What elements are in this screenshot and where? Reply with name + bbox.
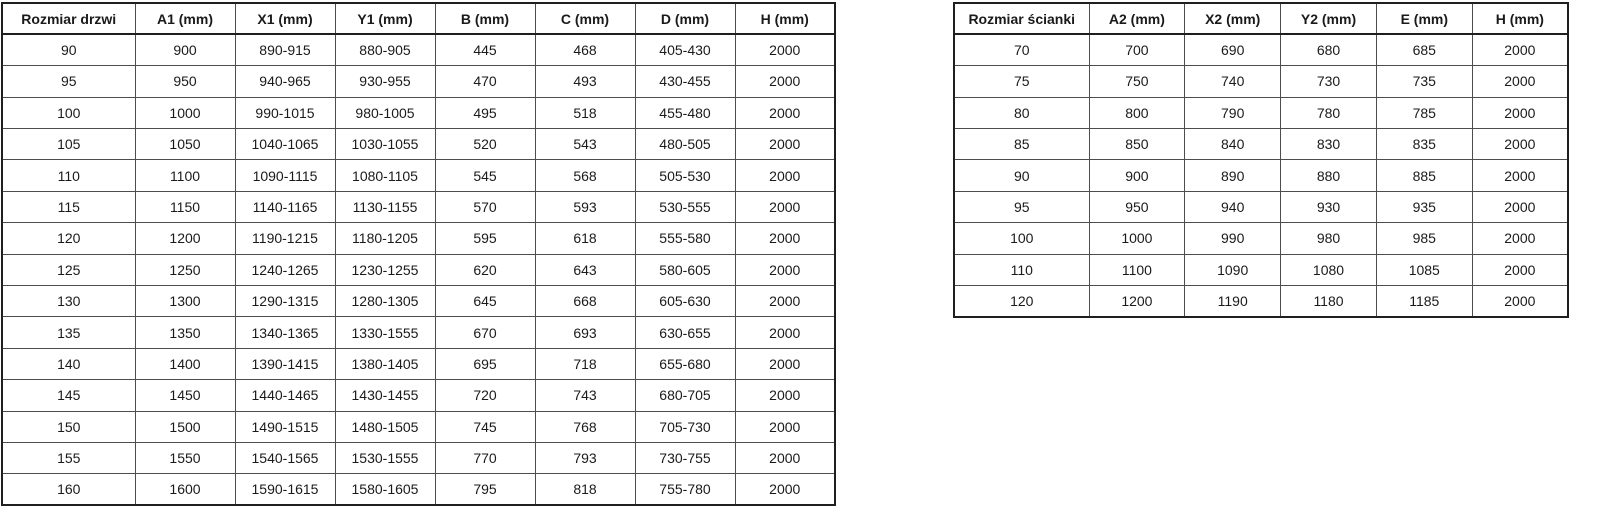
- table-cell: 890: [1185, 160, 1281, 191]
- table-cell: 818: [535, 474, 635, 505]
- table-row: [954, 254, 1568, 285]
- column-header: B (mm): [435, 3, 535, 34]
- table-cell: 1340-1365: [235, 317, 335, 348]
- table-cell: 900: [135, 34, 235, 65]
- column-header: H (mm): [735, 3, 835, 34]
- table-cell: 2000: [1472, 129, 1568, 160]
- table-row: [954, 34, 1568, 65]
- table-cell: 2000: [735, 254, 835, 285]
- table-cell: 1080-1105: [335, 160, 435, 191]
- table-cell: 593: [535, 191, 635, 222]
- table-cell: 155: [2, 442, 135, 473]
- table-row: [2, 474, 835, 505]
- table-cell: 780: [1281, 97, 1377, 128]
- table-cell: 1190: [1185, 286, 1281, 317]
- table-cell: 495: [435, 97, 535, 128]
- table-cell: 75: [954, 66, 1089, 97]
- table-cell: 630-655: [635, 317, 735, 348]
- table-cell: 468: [535, 34, 635, 65]
- table-cell: 1350: [135, 317, 235, 348]
- column-header: Rozmiar ścianki: [954, 3, 1089, 34]
- table-cell: 620: [435, 254, 535, 285]
- table-row: [954, 191, 1568, 222]
- table-cell: 690: [1185, 34, 1281, 65]
- table-cell: 768: [535, 411, 635, 442]
- table-cell: 110: [2, 160, 135, 191]
- table-cell: 1390-1415: [235, 348, 335, 379]
- table-cell: 745: [435, 411, 535, 442]
- table-cell: 880: [1281, 160, 1377, 191]
- table-cell: 643: [535, 254, 635, 285]
- table-cell: 2000: [735, 191, 835, 222]
- table-cell: 105: [2, 129, 135, 160]
- table-cell: 835: [1376, 129, 1472, 160]
- table-cell: 135: [2, 317, 135, 348]
- table-cell: 1540-1565: [235, 442, 335, 473]
- column-header: X2 (mm): [1185, 3, 1281, 34]
- table-cell: 743: [535, 380, 635, 411]
- table-cell: 1085: [1376, 254, 1472, 285]
- table-cell: 1250: [135, 254, 235, 285]
- door-table-header-row: [2, 3, 835, 34]
- table-cell: 880-905: [335, 34, 435, 65]
- table-cell: 1030-1055: [335, 129, 435, 160]
- table-cell: 570: [435, 191, 535, 222]
- table-cell: 480-505: [635, 129, 735, 160]
- table-cell: 1380-1405: [335, 348, 435, 379]
- table-cell: 2000: [1472, 97, 1568, 128]
- column-header: A2 (mm): [1089, 3, 1185, 34]
- table-cell: 940-965: [235, 66, 335, 97]
- table-cell: 2000: [735, 442, 835, 473]
- door-sizes-table: [1, 2, 836, 506]
- table-cell: 90: [2, 34, 135, 65]
- table-cell: 430-455: [635, 66, 735, 97]
- table-cell: 1190-1215: [235, 223, 335, 254]
- table-cell: 80: [954, 97, 1089, 128]
- table-cell: 2000: [735, 286, 835, 317]
- table-row: [954, 223, 1568, 254]
- table-cell: 1100: [135, 160, 235, 191]
- table-cell: 1550: [135, 442, 235, 473]
- table-cell: 518: [535, 97, 635, 128]
- table-cell: 680: [1281, 34, 1377, 65]
- table-cell: 790: [1185, 97, 1281, 128]
- table-cell: 795: [435, 474, 535, 505]
- column-header: Rozmiar drzwi: [2, 3, 135, 34]
- table-cell: 1000: [1089, 223, 1185, 254]
- wall-panel-sizes-table: [953, 2, 1569, 318]
- table-cell: 1150: [135, 191, 235, 222]
- table-cell: 1200: [135, 223, 235, 254]
- table-cell: 1090: [1185, 254, 1281, 285]
- table-cell: 1580-1605: [335, 474, 435, 505]
- table-row: [954, 286, 1568, 317]
- table-row: [2, 66, 835, 97]
- table-cell: 2000: [1472, 223, 1568, 254]
- table-cell: 618: [535, 223, 635, 254]
- table-cell: 980-1005: [335, 97, 435, 128]
- table-cell: 1050: [135, 129, 235, 160]
- table-row: [954, 129, 1568, 160]
- table-cell: 830: [1281, 129, 1377, 160]
- table-cell: 1440-1465: [235, 380, 335, 411]
- column-header: H (mm): [1472, 3, 1568, 34]
- table-row: [2, 348, 835, 379]
- table-cell: 2000: [735, 66, 835, 97]
- table-cell: 150: [2, 411, 135, 442]
- table-cell: 1040-1065: [235, 129, 335, 160]
- table-cell: 750: [1089, 66, 1185, 97]
- table-cell: 545: [435, 160, 535, 191]
- table-cell: 110: [954, 254, 1089, 285]
- table-cell: 840: [1185, 129, 1281, 160]
- table-cell: 130: [2, 286, 135, 317]
- table-row: [2, 411, 835, 442]
- table-cell: 730-755: [635, 442, 735, 473]
- table-cell: 140: [2, 348, 135, 379]
- column-header: C (mm): [535, 3, 635, 34]
- table-row: [2, 129, 835, 160]
- table-cell: 2000: [1472, 286, 1568, 317]
- table-cell: 935: [1376, 191, 1472, 222]
- table-cell: 505-530: [635, 160, 735, 191]
- table-cell: 70: [954, 34, 1089, 65]
- table-cell: 1280-1305: [335, 286, 435, 317]
- table-cell: 120: [954, 286, 1089, 317]
- table-cell: 793: [535, 442, 635, 473]
- table-row: [2, 286, 835, 317]
- table-cell: 980: [1281, 223, 1377, 254]
- table-cell: 1100: [1089, 254, 1185, 285]
- table-cell: 950: [1089, 191, 1185, 222]
- table-cell: 455-480: [635, 97, 735, 128]
- table-cell: 695: [435, 348, 535, 379]
- table-cell: 1185: [1376, 286, 1472, 317]
- table-cell: 580-605: [635, 254, 735, 285]
- table-cell: 1290-1315: [235, 286, 335, 317]
- table-cell: 685: [1376, 34, 1472, 65]
- table-cell: 693: [535, 317, 635, 348]
- table-cell: 730: [1281, 66, 1377, 97]
- table-cell: 950: [135, 66, 235, 97]
- table-cell: 1430-1455: [335, 380, 435, 411]
- table-cell: 520: [435, 129, 535, 160]
- table-cell: 470: [435, 66, 535, 97]
- table-cell: 2000: [735, 411, 835, 442]
- table-cell: 445: [435, 34, 535, 65]
- column-header: A1 (mm): [135, 3, 235, 34]
- table-row: [2, 191, 835, 222]
- table-cell: 718: [535, 348, 635, 379]
- table-cell: 670: [435, 317, 535, 348]
- table-cell: 700: [1089, 34, 1185, 65]
- table-cell: 605-630: [635, 286, 735, 317]
- table-cell: 85: [954, 129, 1089, 160]
- table-cell: 543: [535, 129, 635, 160]
- table-cell: 1400: [135, 348, 235, 379]
- table-cell: 2000: [735, 317, 835, 348]
- table-cell: 1600: [135, 474, 235, 505]
- table-cell: 1330-1555: [335, 317, 435, 348]
- table-cell: 735: [1376, 66, 1472, 97]
- table-cell: 2000: [735, 474, 835, 505]
- table-cell: 1450: [135, 380, 235, 411]
- table-cell: 940: [1185, 191, 1281, 222]
- column-header: D (mm): [635, 3, 735, 34]
- table-cell: 145: [2, 380, 135, 411]
- table-row: [2, 442, 835, 473]
- table-cell: 740: [1185, 66, 1281, 97]
- table-cell: 770: [435, 442, 535, 473]
- table-cell: 2000: [1472, 34, 1568, 65]
- table-row: [954, 66, 1568, 97]
- table-row: [954, 160, 1568, 191]
- table-row: [2, 97, 835, 128]
- column-header: Y1 (mm): [335, 3, 435, 34]
- table-cell: 668: [535, 286, 635, 317]
- table-cell: 100: [954, 223, 1089, 254]
- table-cell: 1240-1265: [235, 254, 335, 285]
- table-cell: 555-580: [635, 223, 735, 254]
- table-row: [954, 97, 1568, 128]
- table-cell: 1090-1115: [235, 160, 335, 191]
- table-cell: 2000: [735, 34, 835, 65]
- wall-table-header-row: [954, 3, 1568, 34]
- table-cell: 2000: [735, 160, 835, 191]
- table-cell: 100: [2, 97, 135, 128]
- table-cell: 720: [435, 380, 535, 411]
- table-cell: 95: [954, 191, 1089, 222]
- table-cell: 2000: [735, 97, 835, 128]
- table-cell: 2000: [1472, 66, 1568, 97]
- table-cell: 1140-1165: [235, 191, 335, 222]
- table-row: [2, 317, 835, 348]
- table-cell: 2000: [1472, 191, 1568, 222]
- table-cell: 990: [1185, 223, 1281, 254]
- table-cell: 2000: [1472, 254, 1568, 285]
- table-cell: 1080: [1281, 254, 1377, 285]
- table-cell: 885: [1376, 160, 1472, 191]
- table-cell: 125: [2, 254, 135, 285]
- table-cell: 1180-1205: [335, 223, 435, 254]
- table-cell: 645: [435, 286, 535, 317]
- table-cell: 1230-1255: [335, 254, 435, 285]
- table-cell: 1490-1515: [235, 411, 335, 442]
- table-cell: 568: [535, 160, 635, 191]
- table-cell: 493: [535, 66, 635, 97]
- table-cell: 1000: [135, 97, 235, 128]
- table-cell: 2000: [1472, 160, 1568, 191]
- table-cell: 1530-1555: [335, 442, 435, 473]
- table-row: [2, 254, 835, 285]
- table-cell: 1300: [135, 286, 235, 317]
- table-row: [2, 160, 835, 191]
- table-cell: 1480-1505: [335, 411, 435, 442]
- table-cell: 755-780: [635, 474, 735, 505]
- table-cell: 405-430: [635, 34, 735, 65]
- table-cell: 930-955: [335, 66, 435, 97]
- column-header: Y2 (mm): [1281, 3, 1377, 34]
- table-cell: 990-1015: [235, 97, 335, 128]
- table-row: [2, 223, 835, 254]
- table-cell: 595: [435, 223, 535, 254]
- table-cell: 95: [2, 66, 135, 97]
- table-cell: 120: [2, 223, 135, 254]
- table-cell: 930: [1281, 191, 1377, 222]
- table-cell: 890-915: [235, 34, 335, 65]
- table-cell: 1130-1155: [335, 191, 435, 222]
- table-cell: 705-730: [635, 411, 735, 442]
- table-cell: 1500: [135, 411, 235, 442]
- table-cell: 530-555: [635, 191, 735, 222]
- table-cell: 2000: [735, 348, 835, 379]
- table-cell: 115: [2, 191, 135, 222]
- table-cell: 680-705: [635, 380, 735, 411]
- table-row: [2, 380, 835, 411]
- table-cell: 2000: [735, 380, 835, 411]
- table-cell: 90: [954, 160, 1089, 191]
- table-cell: 2000: [735, 223, 835, 254]
- table-cell: 160: [2, 474, 135, 505]
- table-cell: 800: [1089, 97, 1185, 128]
- table-cell: 785: [1376, 97, 1472, 128]
- table-cell: 985: [1376, 223, 1472, 254]
- table-cell: 655-680: [635, 348, 735, 379]
- table-cell: 1180: [1281, 286, 1377, 317]
- table-cell: 1590-1615: [235, 474, 335, 505]
- table-cell: 1200: [1089, 286, 1185, 317]
- column-header: X1 (mm): [235, 3, 335, 34]
- table-cell: 850: [1089, 129, 1185, 160]
- column-header: E (mm): [1376, 3, 1472, 34]
- table-cell: 2000: [735, 129, 835, 160]
- table-cell: 900: [1089, 160, 1185, 191]
- table-row: [2, 34, 835, 65]
